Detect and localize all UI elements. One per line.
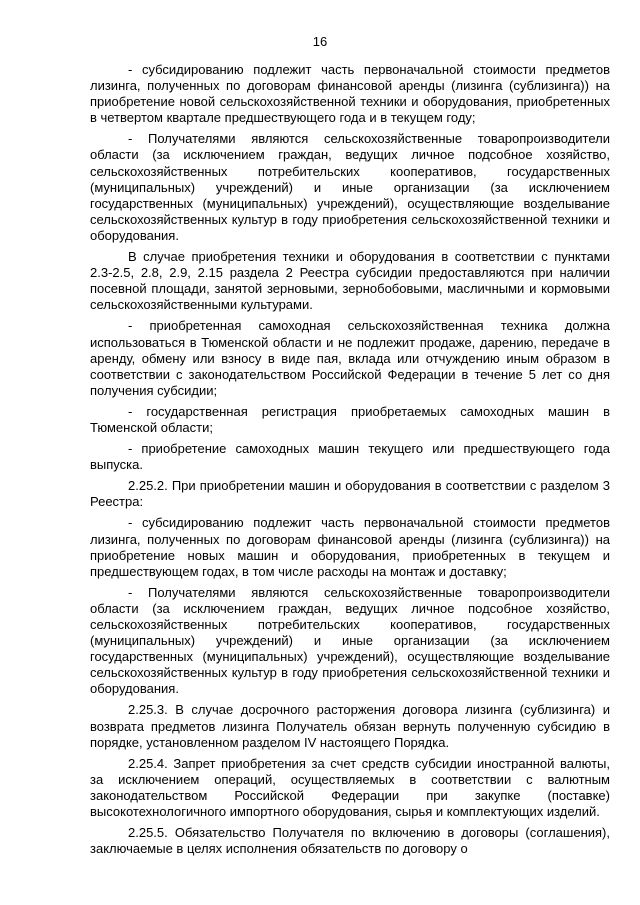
page-number: 16 — [312, 34, 328, 49]
paragraph: 2.25.3. В случае досрочного расторжения договора лизинга (сублизинга) и возврата предметов лизинга Получатель обязан вернуть полученную субсидию в порядке, установленном разделом IV настоящего Порядка. — [90, 702, 610, 750]
paragraph: В случае приобретения техники и оборудования в соответствии с пунктами 2.3-2.5, 2.8, 2.9, 2.15 раздела 2 Реестра субсидии предоставляются при наличии посевной площади, занятой зерновыми, зернобобовыми, масличными и кормовыми сельскохозяйственными культурами. — [90, 249, 610, 313]
paragraph: 2.25.5. Обязательство Получателя по включению в договоры (соглашения), заключаемые в целях исполнения обязательств по договору о — [90, 825, 610, 857]
paragraph: - субсидированию подлежит часть первоначальной стоимости предметов лизинга, полученных по договорам финансовой аренды (лизинга (сублизинга)) на приобретение новых машин и оборудования, приобретенных в текущем и предшествующем годах, в том числе расходы на монтаж и доставку; — [90, 515, 610, 579]
paragraph: - Получателями являются сельскохозяйственные товаропроизводители области (за исключением граждан, ведущих личное подсобное хозяйство, сельскохозяйственных потребительских кооперативов, государственных (муниципальных) учреждений) и иные организации (за исключением государственных (муниципальных) учреждений), осуществляющие возделывание сельскохозяйственных культур в году приобретения сельскохозяйственной техники и оборудования. — [90, 584, 610, 697]
paragraph: - субсидированию подлежит часть первоначальной стоимости предметов лизинга, полученных по договорам финансовой аренды (лизинга (сублизинга)) на приобретение новой сельскохозяйственной техники и оборудования, приобретенных в четвертом квартале предшествующего года и в текущем году; — [90, 62, 610, 126]
paragraph: - приобретенная самоходная сельскохозяйственная техника должна использоваться в Тюменской области и не подлежит продаже, дарению, передаче в аренду, обмену или взносу в виде пая, вклада или отчуждению иным образом в соответствии с законодательством Российской Федерации в течение 5 лет со дня получения субсидии; — [90, 318, 610, 398]
paragraph: 2.25.2. При приобретении машин и оборудования в соответствии с разделом 3 Реестра: — [90, 478, 610, 510]
paragraph: - Получателями являются сельскохозяйственные товаропроизводители области (за исключением граждан, ведущих личное подсобное хозяйство, сельскохозяйственных потребительских кооперативов, государственных (муниципальных) учреждений) и иные организации (за исключением государственных (муниципальных) учреждений), осуществляющие возделывание сельскохозяйственных культур в году приобретения сельскохозяйственной техники и оборудования. — [90, 131, 610, 243]
paragraph: 2.25.4. Запрет приобретения за счет средств субсидии иностранной валюты, за исключением операций, осуществляемых в соответствии с валютным законодательством Российской Федерации при закупке (поставке) высокотехнологичного импортного оборудования, сырья и комплектующих изделий. — [90, 755, 610, 820]
document-body — [90, 62, 610, 862]
paragraph: - приобретение самоходных машин текущего или предшествующего года выпуска. — [90, 441, 610, 473]
paragraph: - государственная регистрация приобретаемых самоходных машин в Тюменской области; — [90, 403, 610, 435]
